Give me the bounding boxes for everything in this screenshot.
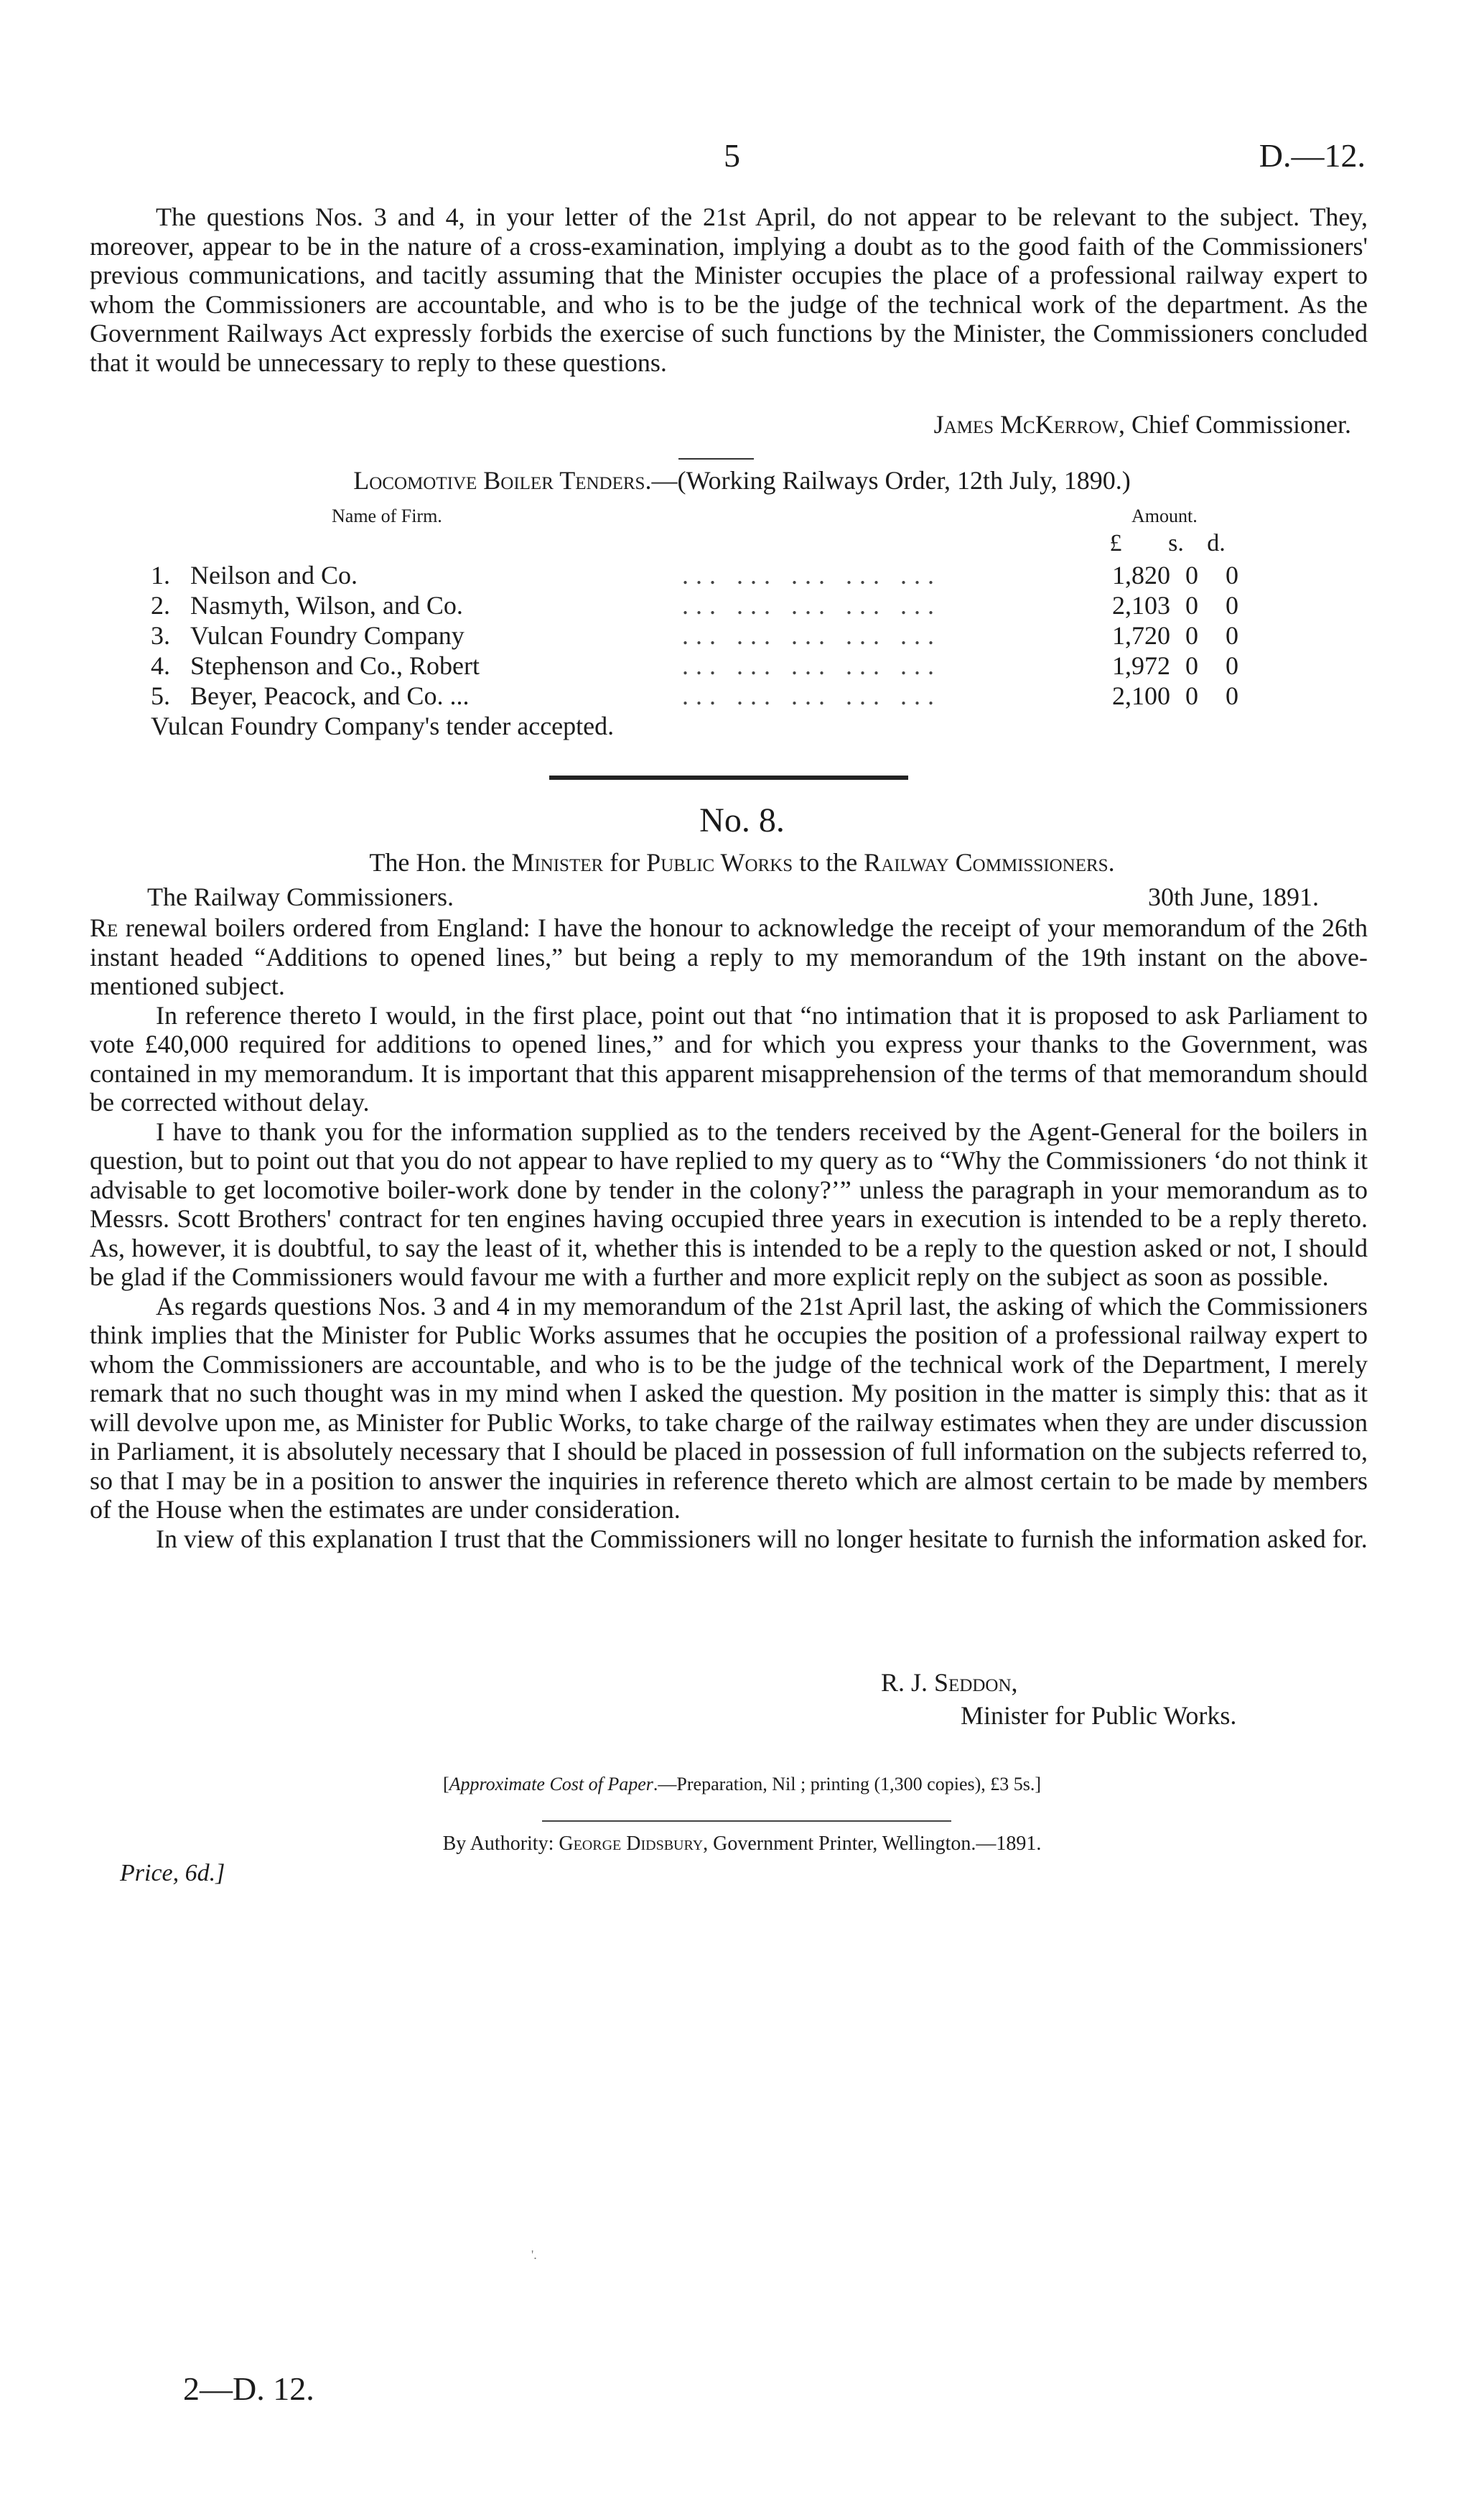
authority-rest: , Government Printer, Wellington.—1891. <box>703 1833 1042 1855</box>
signature-seddon: R. J. Seddon, <box>881 1668 1018 1697</box>
cost-note: [Approximate Cost of Paper.—Preparation, Nil ; printing (1,300 copies), £3 5s.] <box>442 1774 1042 1794</box>
printer-authority <box>0 1833 1484 1856</box>
heading-minister: Minister <box>511 848 604 877</box>
row-index: 2. <box>151 591 170 620</box>
re-paragraph <box>90 913 1368 1001</box>
section-divider-short <box>678 458 754 460</box>
signature-mckerrow <box>934 409 1351 439</box>
page-number: 5 <box>724 137 740 174</box>
body-paragraph: In view of this explanation I trust that the Commissioners will no longer hesitate to furnish the information asked for. <box>156 1524 1368 1553</box>
column-header-name: Name of Firm. <box>332 506 442 526</box>
amount-shillings: 0 <box>1185 591 1198 620</box>
intro-paragraph: The questions Nos. 3 and 4, in your letter of the 21st April, do not appear to be relevant to the subject. They, moreover, appear to be in the nature of a cross-examination, implying a doubt as to the good faith of the Commissioners' previous communications, and tacitly assuming that the Minister occupies the place of a professional railway expert to whom the Commissioners are accountable, and who is to be the judge of the technical work of the department. As the Government Railways Act expressly forbids the exercise of such functions by the Minister, the Commissioners concluded that it would be unnecessary to reply to these questions. <box>90 202 1368 377</box>
cost-details: .—Preparation, Nil ; printing (1,300 copies), £3 5s. <box>653 1774 1035 1794</box>
dot-leader: ... ... ... ... ... <box>682 561 941 590</box>
unit-pence: d. <box>1207 530 1226 557</box>
body-paragraph: In reference thereto I would, in the first place, point out that “no intimation that it is proposed to ask Parliament to vote £40,000 required for additions to opened lines,” and for which you express your thanks to the Government, was contained in my memorandum. It is important that this apparent misapprehension of the terms of that memorandum should be corrected without delay. <box>90 1000 1368 1117</box>
amount-pounds: 2,103 <box>1112 591 1170 620</box>
table-row <box>151 620 1271 651</box>
amount-shillings: 0 <box>1185 681 1198 710</box>
dot-leader: ... ... ... ... ... <box>682 591 941 620</box>
section-number: No. 8. <box>699 801 785 839</box>
firm-name: Beyer, Peacock, and Co. ... <box>190 681 470 710</box>
footer-document-reference: 2—D. 12. <box>183 2370 314 2407</box>
amount-pence: 0 <box>1226 651 1238 680</box>
firm-name: Nasmyth, Wilson, and Co. <box>190 591 463 620</box>
heading-part: . <box>1108 848 1115 877</box>
tenders-title-rest: .—(Working Railways Order, 12th July, 1890.) <box>645 466 1131 495</box>
row-index: 5. <box>151 681 170 710</box>
dot-leader: ... ... ... ... ... <box>682 621 941 650</box>
firm-name: Stephenson and Co., Robert <box>190 651 480 680</box>
heading-public-works: Public Works <box>646 848 793 877</box>
addressee: The Railway Commissioners. <box>147 883 454 911</box>
document-reference: D.—12. <box>1259 137 1366 174</box>
letter-body <box>90 913 1368 1553</box>
tenders-title-caps: Locomotive Boiler Tenders <box>353 466 645 495</box>
amount-pence: 0 <box>1226 681 1238 710</box>
dot-leader: ... ... ... ... ... <box>682 681 941 710</box>
dot-leader: ... ... ... ... ... <box>682 651 941 680</box>
row-index: 4. <box>151 651 170 680</box>
intro-paragraph-block <box>90 202 1368 377</box>
heading-part: to the <box>793 848 864 877</box>
heading-part: for <box>603 848 647 877</box>
row-index: 1. <box>151 561 170 590</box>
printer-name: George Didsbury <box>559 1833 704 1855</box>
table-row <box>151 651 1271 681</box>
signature-role: Minister for Public Works. <box>961 1701 1237 1730</box>
firm-name: Vulcan Foundry Company <box>190 621 465 650</box>
authority-prefix: By Authority: <box>442 1833 559 1855</box>
cost-label: Approximate Cost of Paper <box>449 1774 653 1794</box>
amount-pounds: 1,972 <box>1112 651 1170 680</box>
row-index: 3. <box>151 621 170 650</box>
print-speck: '. <box>531 2248 537 2262</box>
letter-date: 30th June, 1891. <box>1148 883 1319 911</box>
amount-pounds: 1,720 <box>1112 621 1170 650</box>
tenders-title <box>0 465 1484 495</box>
amount-pence: 0 <box>1226 621 1238 650</box>
re-text: renewal boilers ordered from England: I have the honour to acknowledge the receipt of your memorandum of the 26th instant headed “Additions to opened lines,” but being a reply to my memorandum of the 19th instant on the above-mentioned subject. <box>90 913 1368 1000</box>
amount-pounds: 2,100 <box>1112 681 1170 710</box>
body-paragraph: I have to thank you for the information supplied as to the tenders received by the Agent-General for the boilers in question, but to point out that you do not appear to have replied to my query as to “Why the Commissioners ‘do not think it advisable to get locomotive boiler-work done by tender in the colony?’” unless the paragraph in your memorandum as to Messrs. Scott Brothers' contract for ten engines having occupied three years in execution is intended to be a reply thereto. As, however, it is doubtful, to say the least of it, whether this is intended to be a reply to the question asked or not, I should be glad if the Commissioners would favour me with a further and more explicit reply on the subject as soon as possible. <box>90 1117 1368 1291</box>
section-heading <box>0 847 1484 877</box>
amount-shillings: 0 <box>1185 651 1198 680</box>
table-row <box>151 681 1271 711</box>
heading-commissioners: Railway Commissioners <box>864 848 1109 877</box>
table-row <box>151 560 1271 590</box>
amount-shillings: 0 <box>1185 621 1198 650</box>
unit-shillings: s. <box>1168 530 1184 557</box>
amount-shillings: 0 <box>1185 561 1198 590</box>
price-note: Price, 6d.] <box>120 1860 225 1886</box>
column-header-amount: Amount. <box>1131 506 1198 526</box>
unit-pounds: £ <box>1109 530 1122 557</box>
firm-name: Neilson and Co. <box>190 561 358 590</box>
amount-pounds: 1,820 <box>1112 561 1170 590</box>
signature-name: James McKerrow <box>933 410 1119 439</box>
re-word: Re <box>90 913 118 942</box>
signature-title: , Chief Commissioner. <box>1119 410 1351 439</box>
footer-divider <box>542 1820 951 1822</box>
heading-part: The Hon. the <box>369 848 512 877</box>
amount-pence: 0 <box>1226 591 1238 620</box>
table-row <box>151 590 1271 620</box>
amount-pence: 0 <box>1226 561 1238 590</box>
tender-accepted-note: Vulcan Foundry Company's tender accepted. <box>151 712 615 740</box>
section-divider-thick <box>549 776 908 780</box>
body-paragraph: As regards questions Nos. 3 and 4 in my memorandum of the 21st April last, the asking of which the Commissioners think implies that the Minister for Public Works assumes that he occupies the position of a professional railway expert to whom the Commissioners are accountable, and who is to be the judge of the technical work of the Department, I merely remark that no such thought was in my mind when I asked the question. My position in the matter is simply this: that as it will devolve upon me, as Minister for Public Works, to take charge of the railway estimates when they are under discussion in Parliament, it is absolutely necessary that I should be placed in possession of full information on the subjects referred to, so that I may be in a position to answer the inquiries in reference thereto which are almost certain to be made by members of the House when the estimates are under consideration. <box>90 1291 1368 1524</box>
